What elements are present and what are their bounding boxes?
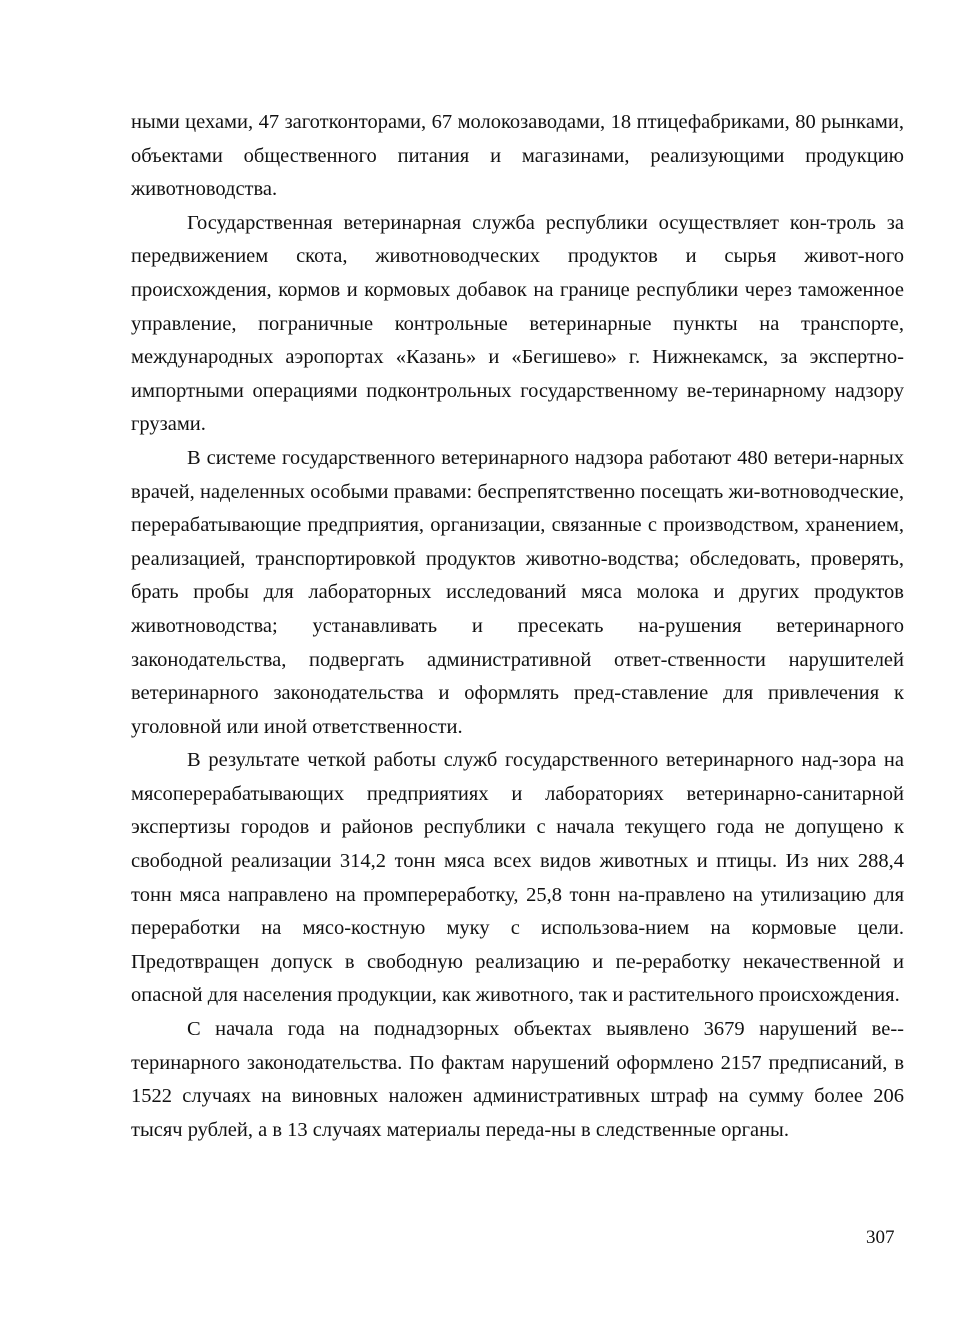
document-body [131, 106, 904, 1147]
paragraph-3: В системе государственного ветеринарного надзора работают 480 ветери-нарных врачей, наделенных особыми правами: беспрепятственно посещать жи-вотноводческие, перерабатывающие предприятия, организации, связанные с производством, хранением, реализацией, транспортировкой продуктов животно-водства; обследовать, проверять, брать пробы для лабораторных исследований мяса молока и других продуктов животноводства; устанавливать и пресекать на-рушения ветеринарного законодательства, подвергать административной ответ-ственности нарушителей ветеринарного законодательства и оформлять пред-ставление для привлечения к уголовной или иной ответственности. [131, 446, 904, 738]
paragraph-5: С начала года на поднадзорных объектах выявлено 3679 нарушений ве-теринарного законодательства. По фактам нарушений оформлено 2157 предписаний, в 1522 случаях на виновных наложен административных штраф на сумму более 206 тысяч рублей, а в 13 случаях материалы переда-ны в следственные органы. [131, 1018, 904, 1141]
paragraph-2: Государственная ветеринарная служба республики осуществляет кон-троль за передвижением скота, животноводческих продуктов и сырья живот-ного происхождения, кормов и кормовых добавок на границе республики через таможенное управление, пограничные контрольные ветеринарные пункты на транспорте, международных аэропортах «Казань» и «Бегишево» г. Нижнекамск, за экспертно- импортными операциями подконтрольных государственному ве-теринарному надзору грузами. [131, 211, 904, 436]
paragraph-1: ными цехами, 47 заготконторами, 67 молокозаводами, 18 птицефабриками, 80 рынками, объектами общественного питания и магазинами, реализующими продукцию животноводства. [131, 111, 904, 201]
paragraph-4: В результате четкой работы служб государственного ветеринарного над-зора на мясоперерабатывающих предприятиях и лабораториях ветеринарно-санитарной экспертизы городов и районов республики с начала текущего года не допущено к свободной реализации 314,2 тонн мяса всех видов животных и птицы. Из них 288,4 тонн мяса направлено на промпереработку, 25,8 тонн на-правлено на утилизацию для переработки на мясо-костную муку с использова-нием на кормовые цели. Предотвращен допуск в свободную реализацию и пе-реработку некачественной и опасной для населения продукции, как животного, так и растительного происхождения. [131, 749, 904, 1007]
page-number: 307 [866, 1227, 895, 1248]
